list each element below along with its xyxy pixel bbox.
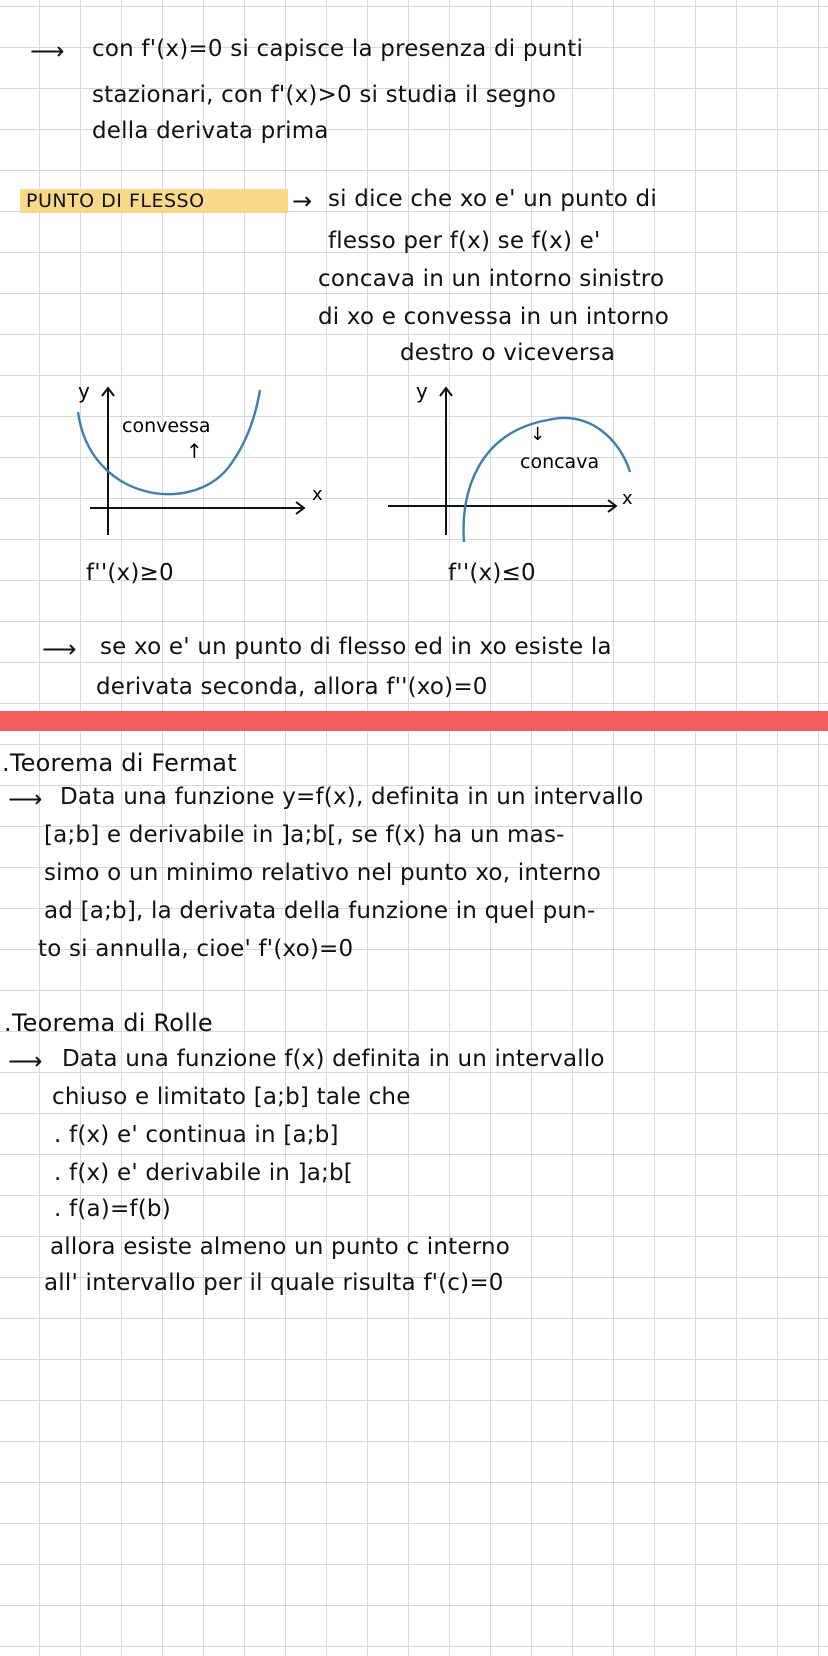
rolle-arrow: ⟶ <box>8 1047 43 1075</box>
convex-pointer-arrow: ↑ <box>186 439 203 463</box>
fermat-line-3: simo o un minimo relativo nel punto xo, interno <box>44 860 601 886</box>
concave-curve-label: concava <box>520 451 600 473</box>
concave-graph-y-label: y <box>416 380 428 403</box>
intro-arrow: ⟶ <box>30 37 65 65</box>
flesso-note-arrow: ⟶ <box>42 635 77 663</box>
flesso-note-line-1: se xo e' un punto di flesso ed in xo esiste la <box>100 634 612 660</box>
rolle-line-1: Data una funzione f(x) definita in un intervallo <box>62 1046 605 1072</box>
flesso-heading: PUNTO DI FLESSO <box>26 190 205 212</box>
concave-graph-x-label: x <box>622 488 633 509</box>
flesso-def-line-5: destro o viceversa <box>400 340 616 366</box>
fermat-line-5: to si annulla, cioe' f'(xo)=0 <box>38 936 354 962</box>
rolle-condition-1: . f(x) e' continua in [a;b] <box>54 1122 339 1148</box>
fermat-line-4: ad [a;b], la derivata della funzione in quel pun- <box>44 898 596 924</box>
flesso-arrow: → <box>292 187 313 215</box>
section-divider <box>0 711 828 731</box>
rolle-condition-3: . f(a)=f(b) <box>54 1196 171 1222</box>
rolle-condition-2: . f(x) e' derivabile in ]a;b[ <box>54 1160 353 1186</box>
fermat-title: .Teorema di Fermat <box>2 749 237 777</box>
intro-line-2: stazionari, con f'(x)>0 si studia il segno <box>92 82 557 108</box>
flesso-def-line-4: di xo e convessa in un intorno <box>318 304 669 330</box>
concave-pointer-arrow: ↓ <box>530 424 546 445</box>
flesso-note-line-2: derivata seconda, allora f''(xo)=0 <box>96 674 488 700</box>
flesso-def-line-2: flesso per f(x) se f(x) e' <box>328 228 601 254</box>
intro-line-3: della derivata prima <box>92 118 329 144</box>
concave-curve <box>464 418 630 542</box>
convex-curve-label: convessa <box>122 415 211 437</box>
convex-graph-x-label: x <box>312 484 323 505</box>
fermat-arrow: ⟶ <box>8 785 43 813</box>
convex-graph <box>60 380 350 560</box>
flesso-def-line-3: concava in un intorno sinistro <box>318 266 665 292</box>
rolle-conclusion-1: allora esiste almeno un punto c interno <box>50 1234 511 1260</box>
rolle-title: .Teorema di Rolle <box>4 1009 213 1037</box>
intro-line-1: con f'(x)=0 si capisce la presenza di punti <box>92 36 584 62</box>
convex-curve <box>78 390 260 494</box>
convex-graph-y-label: y <box>78 380 90 403</box>
flesso-def-line-1: si dice che xo e' un punto di <box>328 186 657 212</box>
rolle-conclusion-2: all' intervallo per il quale risulta f'(c)=0 <box>44 1270 504 1296</box>
rolle-line-2: chiuso e limitato [a;b] tale che <box>52 1084 411 1110</box>
concave-condition: f''(x)≤0 <box>448 560 536 586</box>
convex-condition: f''(x)≥0 <box>86 560 174 586</box>
concave-graph <box>380 380 670 560</box>
fermat-line-2: [a;b] e derivabile in ]a;b[, se f(x) ha un mas- <box>44 822 565 848</box>
fermat-line-1: Data una funzione y=f(x), definita in un intervallo <box>60 784 644 810</box>
